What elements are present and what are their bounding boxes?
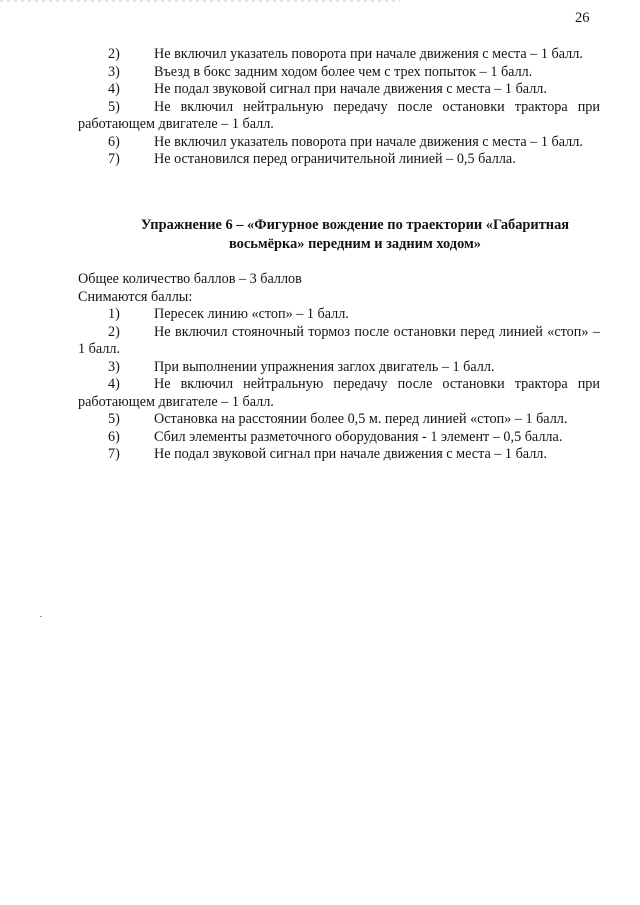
exercise-heading-line: восьмёрка» передним и задним ходом» — [228, 236, 482, 252]
list-item — [78, 324, 600, 359]
page-number: 26 — [575, 10, 590, 26]
list-item-number: 5) — [108, 411, 120, 427]
list-item — [78, 411, 600, 429]
list-item-number: 6) — [108, 133, 120, 150]
total-points: Общее количество баллов – 3 баллов — [78, 271, 302, 287]
list-item-number: 5) — [108, 98, 120, 115]
list-item-number: 4) — [108, 81, 120, 97]
exercise-heading-line: Упражнение 6 – «Фигурное вождение по траектории «Габаритная — [140, 217, 570, 233]
list-item-number: 2) — [108, 46, 120, 62]
list-item — [78, 446, 600, 464]
list-item — [78, 429, 600, 447]
list-item-number: 3) — [108, 63, 120, 80]
list-item-text: Не включил нейтральную передачу после остановки трактора при работающем двигателе – 1 балл. — [78, 98, 600, 132]
list-item-text: Не включил указатель поворота при начале движения с места – 1 балл. — [154, 46, 583, 62]
list-item-number: 4) — [108, 376, 120, 392]
list-item-text: Пересек линию «стоп» – 1 балл. — [154, 306, 349, 322]
penalty-list — [78, 306, 600, 464]
list-item — [78, 376, 600, 411]
scan-speck — [40, 616, 42, 617]
list-item — [78, 134, 600, 152]
list-item — [78, 306, 600, 324]
list-item-number: 6) — [108, 428, 120, 445]
deductions-intro: Снимаются баллы: — [78, 288, 193, 305]
list-item-text: Не включил указатель поворота при начале движения с места – 1 балл. — [154, 133, 583, 150]
list-item-text: Остановка на расстоянии более 0,5 м. перед линией «стоп» – 1 балл. — [154, 411, 568, 427]
list-item — [78, 359, 600, 377]
list-item — [78, 46, 600, 64]
list-item — [78, 64, 600, 82]
list-item — [78, 99, 600, 134]
list-item-text: При выполнении упражнения заглох двигатель – 1 балл. — [154, 358, 495, 375]
list-item-text: Не остановился перед ограничительной линией – 0,5 балла. — [154, 151, 516, 167]
exercise-body — [78, 271, 600, 464]
list-item-number: 7) — [108, 151, 120, 167]
list-item-number: 3) — [108, 358, 120, 375]
list-item-text: Не подал звуковой сигнал при начале движения с места – 1 балл. — [154, 446, 547, 462]
list-item-text: Сбил элементы разметочного оборудования - 1 элемент – 0,5 балла. — [154, 428, 563, 445]
list-item-number: 7) — [108, 446, 120, 462]
list-item — [78, 81, 600, 99]
list-item-number: 2) — [108, 323, 120, 340]
list-item-text: Не подал звуковой сигнал при начале движения с места – 1 балл. — [154, 81, 547, 97]
list-item-number: 1) — [108, 306, 120, 322]
list-item — [78, 151, 600, 169]
scan-artifact-line — [0, 0, 400, 2]
list-item-text: Въезд в бокс задним ходом более чем с трех попыток – 1 балл. — [154, 63, 533, 80]
list-item-text: Не включил нейтральную передачу после остановки трактора при работающем двигателе – 1 балл. — [78, 376, 600, 410]
penalty-list-previous — [78, 46, 600, 169]
list-item-text: Не включил стояночный тормоз после остановки перед линией «стоп» – 1 балл. — [78, 323, 600, 357]
exercise-heading — [100, 216, 610, 254]
